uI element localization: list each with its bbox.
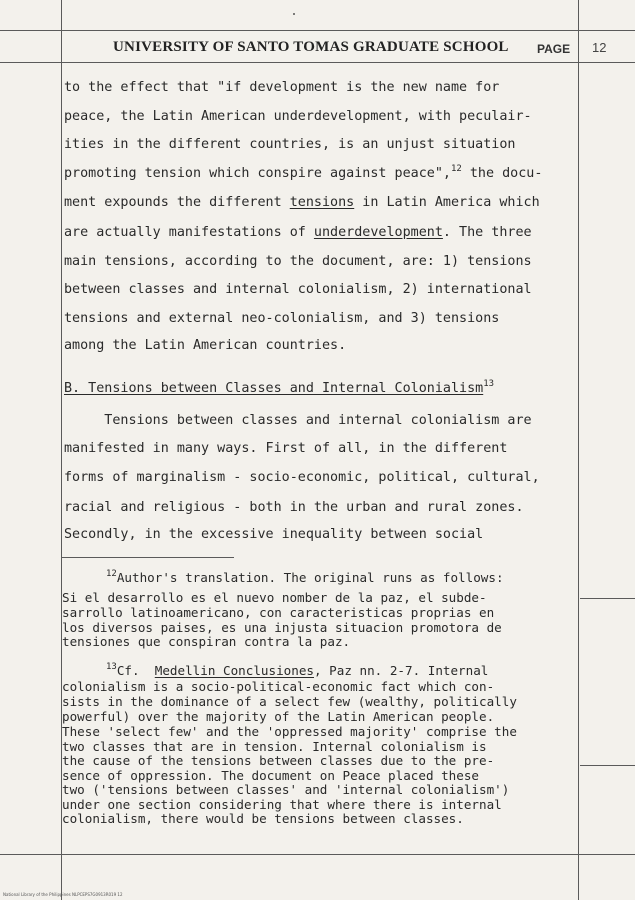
- scan-footer-text: National Library of the Philippines NLPCEPS7G0913R019 12: [3, 892, 123, 897]
- footnote-line: sarrollo latinoamericano, con caracteristicas proprias en: [62, 605, 495, 620]
- footnote-text: , Paz nn. 2-7. Internal: [314, 663, 489, 678]
- footnote-line: sists in the dominance of a select few (wealthy, politically: [62, 694, 517, 709]
- body-line: forms of marginalism - socio-economic, political, cultural,: [64, 470, 540, 485]
- footer-rule: [0, 854, 635, 855]
- footnote-line: the cause of the tensions between classes due to the pre-: [62, 753, 495, 768]
- body-text: are actually manifestations of: [64, 225, 306, 240]
- right-margin-tick-2: [580, 765, 635, 766]
- footnote-line: tensiones que conspiran contra la paz.: [62, 634, 351, 649]
- punch-mark: [293, 13, 295, 15]
- footnote-ref-13: 13: [483, 379, 495, 389]
- body-text: promoting tension which conspire against peace",: [64, 166, 451, 181]
- right-margin-tick-1: [580, 598, 635, 599]
- body-line: main tensions, according to the document, are: 1) tensions: [64, 254, 532, 269]
- underlined-term-tensions: tensions: [289, 195, 355, 210]
- underlined-term-underdevelopment: underdevelopment: [313, 225, 443, 240]
- body-line: among the Latin American countries.: [64, 338, 347, 353]
- body-line: [64, 166, 542, 181]
- header-bottom-rule: [0, 62, 635, 63]
- body-line: Secondly, in the excessive inequality between social: [64, 527, 484, 542]
- body-text: ment expounds the different: [64, 195, 282, 210]
- header-top-rule: [0, 30, 635, 31]
- body-line: [64, 195, 540, 210]
- footnote-number-13: 13: [106, 662, 117, 672]
- footnote-line: los diversos paises, es una injusta situacion promotora de: [62, 620, 502, 635]
- body-line: between classes and internal colonialism, 2) international: [64, 282, 532, 297]
- page-label: PAGE: [537, 42, 571, 56]
- footnote-12-first-line: [106, 571, 504, 585]
- body-line: Tensions between classes and internal colonialism are: [64, 413, 532, 428]
- footnote-cited-title: Medellin Conclusiones: [154, 663, 314, 678]
- footnote-line: These 'select few' and the 'oppressed majority' comprise the: [62, 724, 517, 739]
- right-margin-rule: [578, 0, 579, 900]
- body-line: ities in the different countries, is an unjust situation: [64, 137, 516, 152]
- footnote-line: colonialism, there would be tensions between classes.: [62, 811, 464, 826]
- footnote-13-first-line: [106, 664, 488, 678]
- body-text: the docu-: [461, 166, 543, 181]
- page-number: 12: [592, 40, 607, 55]
- body-text: in Latin America which: [354, 195, 540, 210]
- page-header-title: UNIVERSITY OF SANTO TOMAS GRADUATE SCHOOL: [113, 39, 509, 55]
- footnote-separator: [62, 557, 234, 558]
- body-line: tensions and external neo-colonialism, and 3) tensions: [64, 311, 500, 326]
- body-text: . The three: [442, 225, 532, 240]
- footnote-number-12: 12: [106, 569, 117, 579]
- footnote-text: Cf.: [116, 663, 155, 678]
- body-line: to the effect that "if development is the new name for: [64, 80, 500, 95]
- body-line: racial and religious - both in the urban and rural zones.: [64, 500, 524, 515]
- footnote-line: powerful) over the majority of the Latin American people.: [62, 709, 495, 724]
- section-heading-text: B. Tensions between Classes and Internal Colonialism: [64, 381, 484, 396]
- body-line: [64, 225, 532, 240]
- footnote-line: colonialism is a socio-political-economic fact which con-: [62, 679, 495, 694]
- footnote-line: Si el desarrollo es el nuevo nomber de la paz, el subde-: [62, 590, 487, 605]
- footnote-text: Author's translation. The original runs as follows:: [116, 570, 504, 585]
- footnote-line: two ('tensions between classes' and 'internal colonialism'): [62, 782, 510, 797]
- footnote-ref-12: 12: [450, 164, 462, 174]
- body-line: peace, the Latin American underdevelopment, with peculair-: [64, 109, 532, 124]
- footnote-line: under one section considering that where there is internal: [62, 797, 502, 812]
- footnote-line: sence of oppression. The document on Peace placed these: [62, 768, 480, 783]
- body-line: manifested in many ways. First of all, in the different: [64, 441, 508, 456]
- footnote-line: two classes that are in tension. Internal colonialism is: [62, 739, 487, 754]
- section-heading: [64, 381, 494, 396]
